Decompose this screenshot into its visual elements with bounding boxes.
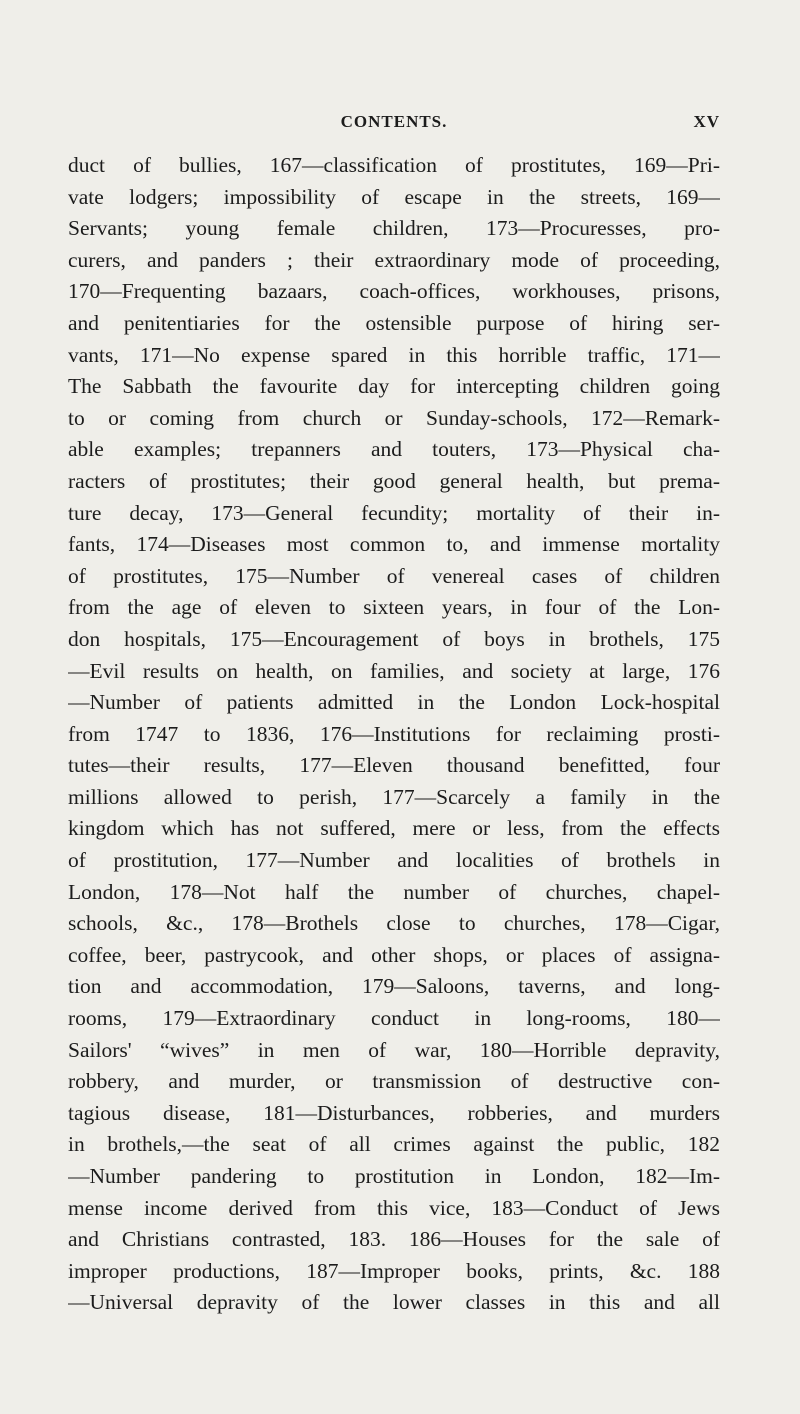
text-line: schools, &c., 178—Brothels close to churches, 178—Cigar, bbox=[68, 911, 720, 936]
contents-text bbox=[68, 150, 720, 1319]
text-line: tagious disease, 181—Disturbances, robberies, and murders bbox=[68, 1100, 720, 1125]
text-line: 170—Frequenting bazaars, coach-offices, workhouses, prisons, bbox=[68, 279, 720, 304]
text-line: ture decay, 173—General fecundity; mortality of their in- bbox=[68, 500, 720, 525]
text-line: improper productions, 187—Improper books, prints, &c. 188 bbox=[68, 1258, 720, 1283]
text-line: —Universal depravity of the lower classes in this and all bbox=[68, 1290, 720, 1315]
text-line: kingdom which has not suffered, mere or less, from the effects bbox=[68, 816, 720, 841]
text-line: duct of bullies, 167—classification of prostitutes, 169—Pri- bbox=[68, 153, 720, 177]
text-line: London, 178—Not half the number of churches, chapel- bbox=[68, 879, 720, 904]
text-line: —Number of patients admitted in the London Lock-hospital bbox=[68, 690, 720, 715]
text-line: in brothels,—the seat of all crimes against the public, 182 bbox=[68, 1132, 720, 1157]
text-line: of prostitutes, 175—Number of venereal cases of children bbox=[68, 563, 720, 588]
text-line: of prostitution, 177—Number and localities of brothels in bbox=[68, 848, 720, 873]
text-line: curers, and panders ; their extraordinary mode of proceeding, bbox=[68, 247, 720, 272]
running-head bbox=[68, 112, 720, 134]
text-line: don hospitals, 175—Encouragement of boys in brothels, 175 bbox=[68, 626, 720, 651]
page-number: XV bbox=[693, 112, 720, 131]
text-line: robbery, and murder, or transmission of destructive con- bbox=[68, 1069, 720, 1094]
text-line: —Evil results on health, on families, and society at large, 176 bbox=[68, 658, 720, 683]
text-line: from 1747 to 1836, 176—Institutions for reclaiming prosti- bbox=[68, 721, 720, 746]
running-title: CONTENTS. bbox=[340, 112, 448, 131]
text-line: and penitentiaries for the ostensible purpose of hiring ser- bbox=[68, 310, 720, 335]
text-line: rooms, 179—Extraordinary conduct in long-rooms, 180— bbox=[68, 1006, 720, 1031]
text-line: tion and accommodation, 179—Saloons, taverns, and long- bbox=[68, 974, 720, 999]
text-line: vants, 171—No expense spared in this horrible traffic, 171— bbox=[68, 342, 720, 367]
text-line: —Number pandering to prostitution in London, 182—Im- bbox=[68, 1164, 720, 1188]
text-line: from the age of eleven to sixteen years, in four of the Lon- bbox=[68, 595, 720, 620]
text-line: able examples; trepanners and touters, 173—Physical cha- bbox=[68, 437, 720, 462]
text-line: The Sabbath the favourite day for intercepting children going bbox=[68, 374, 720, 399]
text-line: Servants; young female children, 173—Procuresses, pro- bbox=[68, 216, 720, 241]
text-line: fants, 174—Diseases most common to, and immense mortality bbox=[68, 532, 720, 557]
text-line: vate lodgers; impossibility of escape in the streets, 169— bbox=[68, 184, 720, 209]
text-line: coffee, beer, pastrycook, and other shops, or places of assigna- bbox=[68, 942, 720, 967]
text-line: tutes—their results, 177—Eleven thousand benefitted, four bbox=[68, 753, 720, 778]
text-line: Sailors' “wives” in men of war, 180—Horrible depravity, bbox=[68, 1037, 720, 1062]
text-line: millions allowed to perish, 177—Scarcely a family in the bbox=[68, 784, 720, 809]
text-line: to or coming from church or Sunday-schools, 172—Remark- bbox=[68, 405, 720, 430]
text-line: and Christians contrasted, 183. 186—Houses for the sale of bbox=[68, 1227, 720, 1252]
text-line: racters of prostitutes; their good general health, but prema- bbox=[68, 468, 720, 493]
text-line: mense income derived from this vice, 183—Conduct of Jews bbox=[68, 1195, 720, 1220]
